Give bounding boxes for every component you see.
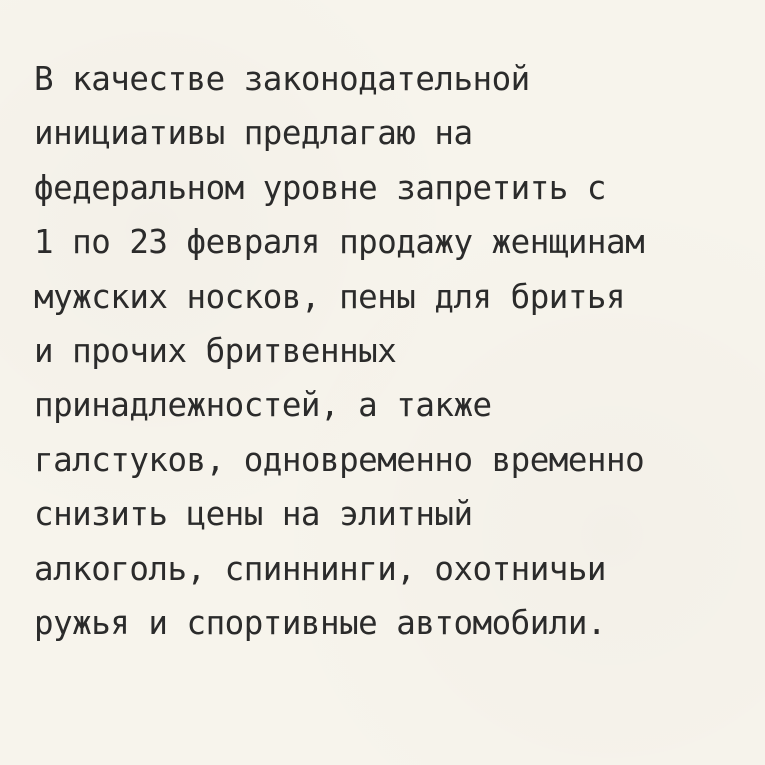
text-line: снизить цены на элитный [34, 495, 473, 534]
text-line: инициативы предлагаю на [34, 114, 473, 153]
text-line: В качестве законодательной [34, 60, 530, 98]
text-line: принадлежностей, а также [34, 386, 492, 425]
text-line: галстуков, одновременно временно [34, 440, 645, 479]
text-line: ружья и спортивные автомобили. [34, 603, 606, 642]
text-line: 1 по 23 февраля продажу женщинам [34, 223, 645, 262]
text-line: и прочих бритвенных [34, 331, 397, 370]
proposal-text [34, 52, 754, 650]
text-line: мужских носков, пены для бритья [34, 277, 626, 316]
text-line: федеральном уровне запретить с [34, 168, 606, 207]
text-line: алкоголь, спиннинги, охотничьи [34, 549, 606, 588]
